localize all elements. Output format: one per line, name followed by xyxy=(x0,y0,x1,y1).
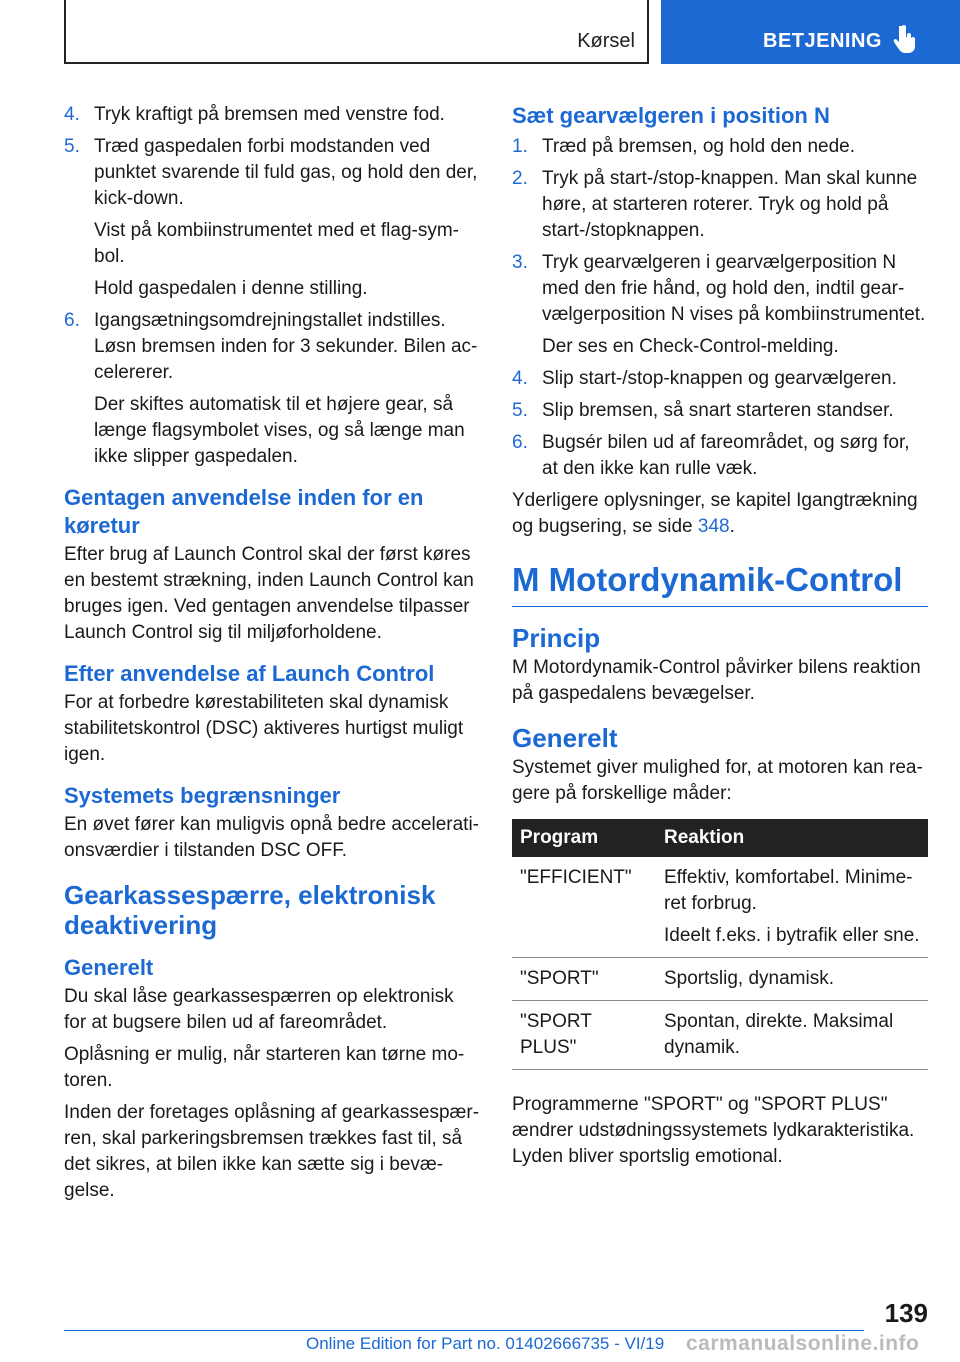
heading-generelt-right: Generelt xyxy=(512,723,618,753)
list-item xyxy=(512,366,928,392)
step-number: 6. xyxy=(64,310,80,331)
step-number: 4. xyxy=(512,368,528,389)
table-cell-program: "SPORT" xyxy=(512,958,656,1001)
steps-list-gear xyxy=(512,134,928,482)
heading-princip: Princip xyxy=(512,623,601,653)
table-cell-reaktion xyxy=(656,1001,928,1070)
step-text: Træd gaspedalen forbi modstanden ved punktet svarende til fuld gas, og hold den der, kick-down. xyxy=(94,136,478,209)
reaktion-line: Spontan, direkte. Maksimal dynamik. xyxy=(664,1011,894,1058)
watermark: carmanualsonline.info xyxy=(686,1332,920,1355)
hand-pointer-icon xyxy=(893,24,919,54)
step-text: Slip bremsen, så snart starteren standser. xyxy=(542,400,894,421)
step-text: Tryk kraftigt på bremsen med venstre fod. xyxy=(94,104,445,125)
step-number: 3. xyxy=(512,252,528,273)
list-item xyxy=(64,134,480,302)
para-more: Yderligere oplysninger, se kapitel Igangtrækning og bugsering, se side 348. xyxy=(512,490,918,537)
step-number: 5. xyxy=(512,400,528,421)
para-system: En øvet fører kan muligvis opnå bedre accelerati- onsværdier i tilstanden DSC OFF. xyxy=(64,814,480,861)
list-item xyxy=(512,134,928,160)
step-subtext: Der skiftes automatisk til et højere gear, så længe flagsymbolet vises, og så længe man ikke slipper gaspedalen. xyxy=(94,394,465,467)
table-header-reaktion: Reaktion xyxy=(656,819,928,857)
program-table xyxy=(512,819,928,1070)
step-text: Slip start-/stop-knappen og gearvælgeren. xyxy=(542,368,897,389)
step-text: Igangsætningsomdrejningstallet indstilles. Løsn bremsen inden for 3 sekunder. Bilen ac- celererer. xyxy=(94,310,478,383)
step-number: 1. xyxy=(512,136,528,157)
step-text: Træd på bremsen, og hold den nede. xyxy=(542,136,855,157)
table-row xyxy=(512,958,928,1001)
heading-gearkasse: Gearkassespærre, elektronisk deaktivering xyxy=(64,880,436,940)
para-gen3: Inden der foretages oplåsning af gearkassespær- ren, skal parkeringsbremsen trækkes fast til, så det sikres, at bilen ikke kan sætte sig i bevæ- gelse. xyxy=(64,1102,480,1201)
table-cell-program: "EFFICIENT" xyxy=(512,857,656,958)
table-cell-program: "SPORT PLUS" xyxy=(512,1001,656,1070)
header-section-box xyxy=(64,0,649,64)
header-chapter-tab[interactable] xyxy=(661,0,960,64)
page-number: 139 xyxy=(884,1298,928,1328)
step-text: Tryk gearvælgeren i gearvælgerposition N med den frie hånd, og hold den, indtil gear- vælgerposition N vises på kombiinstrumentet. xyxy=(542,252,926,325)
list-item xyxy=(512,430,928,482)
para-princip: M Motordynamik-Control påvirker bilens reaktion på gaspedalens bevægelser. xyxy=(512,657,921,704)
reaktion-line: Ideelt f.eks. i bytrafik eller sne. xyxy=(664,925,920,946)
table-row xyxy=(512,1001,928,1070)
table-header-program: Program xyxy=(512,819,656,857)
page-link[interactable]: 348 xyxy=(697,516,730,537)
step-subtext: Der ses en Check-Control-melding. xyxy=(542,336,839,357)
header-chapter-title: BETJENING xyxy=(763,30,882,52)
table-cell-reaktion xyxy=(656,958,928,1001)
heading-gentagen: Gentagen anvendelse inden for en køretur xyxy=(64,485,424,538)
step-number: 6. xyxy=(512,432,528,453)
step-number: 5. xyxy=(64,136,80,157)
heading-motordynamik: M Motordynamik-Control xyxy=(512,560,928,607)
para-gen2: Oplåsning er mulig, når starteren kan tørne mo- toren. xyxy=(64,1044,465,1091)
para-gen1: Du skal låse gearkassespærren op elektronisk for at bugsere bilen ud af fareområdet. xyxy=(64,986,454,1033)
step-text: Tryk på start-/stop-knappen. Man skal kunne høre, at starteren roterer. Tryk og hold på start-/stopknappen. xyxy=(542,168,918,241)
list-item xyxy=(64,308,480,470)
step-subtext: Hold gaspedalen i denne stilling. xyxy=(94,278,368,299)
para-programmerne: Programmerne "SPORT" og "SPORT PLUS" ændrer udstødningssystemets lydkarakteristika. Lyden bliver sportslig emotional. xyxy=(512,1094,915,1167)
list-item xyxy=(512,250,928,360)
steps-list-launch xyxy=(64,102,480,470)
step-number: 4. xyxy=(64,104,80,125)
step-number: 2. xyxy=(512,168,528,189)
table-cell-reaktion xyxy=(656,857,928,958)
para-efter: For at forbedre kørestabiliteten skal dynamisk stabilitetskontrol (DSC) aktiveres hurtigst muligt igen. xyxy=(64,692,464,765)
header-section-title: Kørsel xyxy=(577,30,635,52)
reaktion-line: Effektiv, komfortabel. Minime- ret forbrug. xyxy=(664,867,913,914)
heading-generelt-left: Generelt xyxy=(64,955,154,980)
heading-system: Systemets begrænsninger xyxy=(64,783,341,808)
right-column xyxy=(512,102,928,1170)
heading-saet: Sæt gearvælgeren i position N xyxy=(512,103,830,128)
heading-efter: Efter anvendelse af Launch Control xyxy=(64,661,435,686)
footer-edition: Online Edition for Part no. 01402666735 - VI/19 xyxy=(306,1334,665,1353)
para-gentagen: Efter brug af Launch Control skal der først køres en bestemt strækning, inden Launch Control kan bruges igen. Ved gentagen anvendelse tilpasser Launch Control sig til miljøforholdene. xyxy=(64,544,474,643)
step-subtext: Vist på kombiinstrumentet med et flag-sym- bol. xyxy=(94,220,460,267)
footer-rule xyxy=(64,1330,864,1331)
list-item xyxy=(512,166,928,244)
reaktion-line: Sportslig, dynamisk. xyxy=(664,968,835,989)
list-item xyxy=(64,102,480,128)
list-item xyxy=(512,398,928,424)
left-column xyxy=(64,102,480,1204)
para-generelt-right: Systemet giver mulighed for, at motoren kan rea- gere på forskellige måder: xyxy=(512,757,923,804)
step-text: Bugsér bilen ud af fareområdet, og sørg for, at den ikke kan rulle væk. xyxy=(542,432,910,479)
table-row xyxy=(512,857,928,958)
